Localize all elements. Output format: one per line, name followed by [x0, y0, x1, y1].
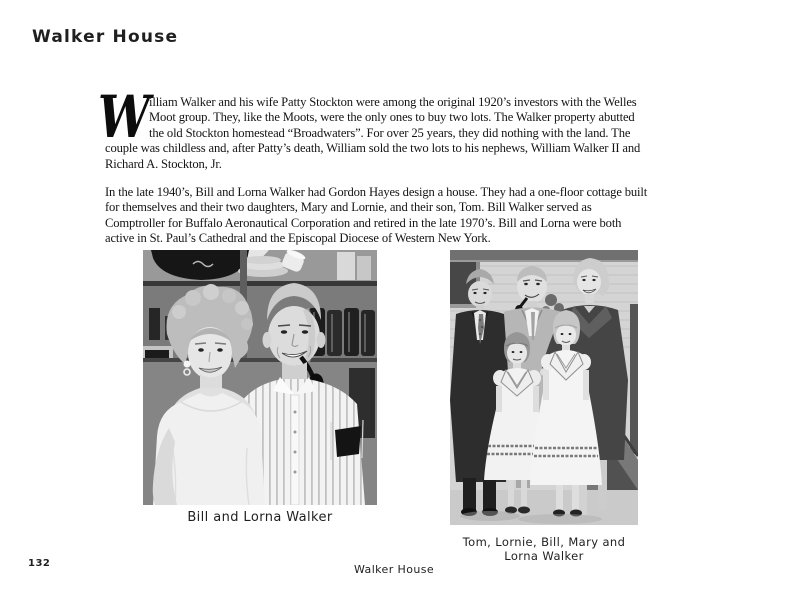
- article-paragraph-2: [105, 185, 693, 247]
- text-line: Moot group. They, like the Moots, were the only ones to buy two lots. The Walker property abutted: [149, 110, 635, 125]
- text-line: active in St. Paul’s Cathedral and the Episcopal Diocese of Western New York.: [105, 231, 491, 246]
- photo-bill-and-lorna-image: [143, 250, 377, 505]
- page-number: 132: [28, 558, 51, 569]
- text-line: the old Stockton homestead “Broadwaters”. For over 25 years, they did nothing with the land. The: [149, 125, 631, 140]
- text-line: Comptroller for Buffalo Aeronautical Corporation and retired in the late 1970’s. Bill and Lorna were both: [105, 215, 622, 230]
- article-paragraph-1: [105, 95, 693, 172]
- article-body: [105, 95, 693, 247]
- text-line: couple was childless and, after Patty’s death, William sold the two lots to his nephews, William Walker II and: [105, 141, 641, 156]
- text-line: for themselves and their two daughters, Mary and Lornie, and their son, Tom. Bill Walker served as: [105, 200, 592, 215]
- text-line: Richard A. Stockton, Jr.: [105, 156, 222, 171]
- photo-walker-family-image: [450, 250, 638, 525]
- photo-caption-bill-and-lorna: Bill and Lorna Walker: [187, 510, 333, 525]
- caption-line: Tom, Lornie, Bill, Mary and: [462, 535, 626, 549]
- caption-line: Lorna Walker: [504, 549, 584, 563]
- footer-title: Walker House: [353, 563, 434, 576]
- photo-bill-and-lorna: [143, 250, 377, 505]
- drop-cap: W: [98, 83, 151, 151]
- text-line: illiam Walker and his wife Patty Stockton were among the original 1920’s investors with the Welles: [149, 95, 637, 109]
- photo-walker-family: [450, 250, 638, 525]
- text-line: In the late 1940’s, Bill and Lorna Walker had Gordon Hayes design a house. They had a one-floor cottage built: [105, 184, 648, 199]
- photo-caption-walker-family: [450, 535, 638, 563]
- page-title: Walker House: [32, 27, 179, 47]
